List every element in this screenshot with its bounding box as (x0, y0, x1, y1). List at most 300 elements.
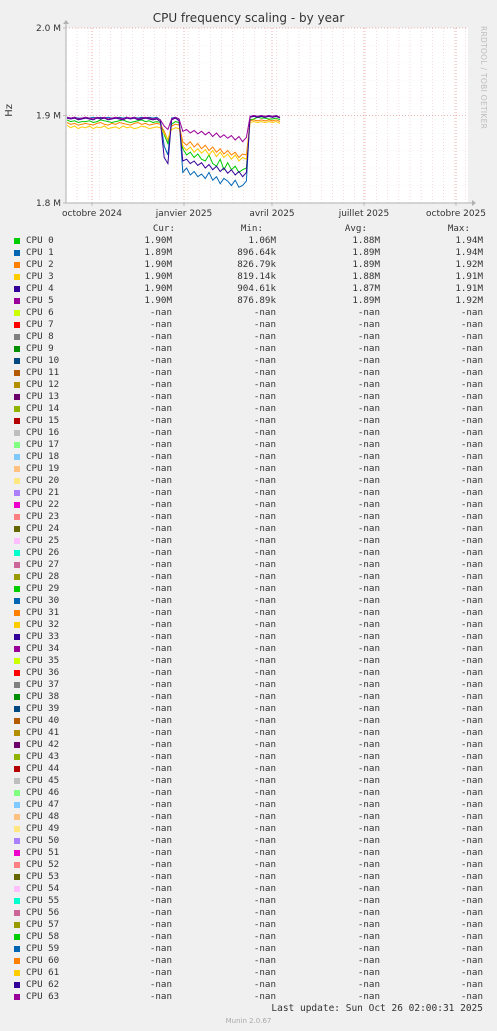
legend-cur: -nan (149, 559, 172, 570)
legend-avg: -nan (357, 763, 380, 774)
legend-min: 826.79k (237, 259, 276, 270)
legend-name: CPU 44 (26, 763, 60, 774)
legend-row (0, 415, 497, 427)
legend-avg: 1.89M (352, 247, 380, 258)
legend-cur: -nan (149, 547, 172, 558)
legend-row (0, 823, 497, 835)
legend-min: -nan (253, 439, 276, 450)
legend-swatch (14, 934, 20, 940)
legend-min: -nan (253, 487, 276, 498)
legend-min: -nan (253, 331, 276, 342)
legend-row (0, 571, 497, 583)
legend-avg: -nan (357, 379, 380, 390)
frequency-chart (0, 0, 497, 222)
legend-min: -nan (253, 859, 276, 870)
legend-cur: 1.90M (144, 235, 172, 246)
legend-row (0, 403, 497, 415)
legend-swatch (14, 334, 20, 340)
legend-row (0, 607, 497, 619)
legend-max: -nan (460, 739, 483, 750)
legend-swatch (14, 622, 20, 628)
legend-max: -nan (460, 547, 483, 558)
legend-avg: -nan (357, 343, 380, 354)
legend-min: -nan (253, 799, 276, 810)
legend-row (0, 931, 497, 943)
legend-max: -nan (460, 619, 483, 630)
legend-min: -nan (253, 967, 276, 978)
legend-name: CPU 43 (26, 751, 60, 762)
legend-max: -nan (460, 523, 483, 534)
legend-cur: -nan (149, 487, 172, 498)
legend-header-min: Min: (240, 223, 263, 234)
legend-name: CPU 47 (26, 799, 60, 810)
legend-avg: -nan (357, 691, 380, 702)
legend-max: -nan (460, 955, 483, 966)
y-axis-label: Hz (4, 104, 15, 117)
legend-swatch (14, 766, 20, 772)
legend-cur: -nan (149, 475, 172, 486)
legend-min: -nan (253, 679, 276, 690)
legend-max: 1.94M (455, 247, 483, 258)
legend-row (0, 871, 497, 883)
legend-row (0, 883, 497, 895)
legend-cur: -nan (149, 307, 172, 318)
x-axis-arrow (472, 200, 476, 206)
legend-min: -nan (253, 535, 276, 546)
x-tick-label: janvier 2025 (155, 209, 213, 219)
legend-max: -nan (460, 463, 483, 474)
legend-min: -nan (253, 751, 276, 762)
legend-avg: -nan (357, 931, 380, 942)
legend-avg: -nan (357, 895, 380, 906)
legend-avg: -nan (357, 715, 380, 726)
legend-name: CPU 57 (26, 919, 60, 930)
legend-swatch (14, 502, 20, 508)
legend-swatch (14, 574, 20, 580)
legend-cur: -nan (149, 451, 172, 462)
legend-row (0, 427, 497, 439)
legend-max: -nan (460, 895, 483, 906)
legend-avg: -nan (357, 403, 380, 414)
legend-avg: -nan (357, 823, 380, 834)
legend-max: -nan (460, 919, 483, 930)
legend-name: CPU 55 (26, 895, 60, 906)
legend-row (0, 691, 497, 703)
legend-swatch (14, 946, 20, 952)
legend-swatch (14, 754, 20, 760)
legend-name: CPU 0 (26, 235, 54, 246)
legend-swatch (14, 898, 20, 904)
legend-row (0, 307, 497, 319)
legend-min: -nan (253, 703, 276, 714)
legend-cur: -nan (149, 763, 172, 774)
legend-swatch (14, 490, 20, 496)
legend-row (0, 367, 497, 379)
legend-max: -nan (460, 967, 483, 978)
legend-max: -nan (460, 751, 483, 762)
legend-name: CPU 1 (26, 247, 54, 258)
legend-avg: -nan (357, 595, 380, 606)
legend-swatch (14, 994, 20, 1000)
legend-swatch (14, 958, 20, 964)
legend-cur: -nan (149, 511, 172, 522)
legend-cur: -nan (149, 667, 172, 678)
legend-max: -nan (460, 679, 483, 690)
legend-row (0, 679, 497, 691)
legend-name: CPU 63 (26, 991, 60, 1002)
legend-swatch (14, 634, 20, 640)
legend-min: -nan (253, 739, 276, 750)
legend-swatch (14, 970, 20, 976)
legend-min: -nan (253, 391, 276, 402)
legend-name: CPU 53 (26, 871, 60, 882)
legend-swatch (14, 526, 20, 532)
legend-name: CPU 56 (26, 907, 60, 918)
legend-swatch (14, 802, 20, 808)
legend-name: CPU 29 (26, 583, 60, 594)
legend-cur: -nan (149, 883, 172, 894)
legend-cur: -nan (149, 463, 172, 474)
legend-min: -nan (253, 355, 276, 366)
legend-max: -nan (460, 631, 483, 642)
legend-swatch (14, 550, 20, 556)
legend-name: CPU 27 (26, 559, 60, 570)
legend-row (0, 907, 497, 919)
legend-max: -nan (460, 691, 483, 702)
legend-name: CPU 14 (26, 403, 60, 414)
legend-swatch (14, 310, 20, 316)
legend-swatch (14, 562, 20, 568)
legend-row (0, 775, 497, 787)
legend-max: -nan (460, 979, 483, 990)
legend-swatch (14, 838, 20, 844)
legend-row (0, 283, 497, 295)
legend-max: -nan (460, 823, 483, 834)
legend-min: -nan (253, 499, 276, 510)
legend-name: CPU 20 (26, 475, 60, 486)
legend-name: CPU 11 (26, 367, 60, 378)
legend-name: CPU 42 (26, 739, 60, 750)
legend-name: CPU 12 (26, 379, 60, 390)
legend-name: CPU 7 (26, 319, 54, 330)
legend-swatch (14, 442, 20, 448)
legend-min: -nan (253, 775, 276, 786)
legend-row (0, 463, 497, 475)
legend-row (0, 967, 497, 979)
legend-cur: -nan (149, 607, 172, 618)
legend-swatch (14, 874, 20, 880)
legend-row (0, 331, 497, 343)
legend-cur: -nan (149, 439, 172, 450)
legend-cur: -nan (149, 643, 172, 654)
legend-cur: 1.89M (144, 247, 172, 258)
legend-row (0, 991, 497, 1003)
legend-name: CPU 58 (26, 931, 60, 942)
legend-swatch (14, 730, 20, 736)
legend-avg: -nan (357, 355, 380, 366)
legend-avg: -nan (357, 391, 380, 402)
legend-min: -nan (253, 571, 276, 582)
legend-min: -nan (253, 823, 276, 834)
legend-max: -nan (460, 991, 483, 1002)
legend-swatch (14, 394, 20, 400)
legend-cur: 1.90M (144, 259, 172, 270)
legend-swatch (14, 922, 20, 928)
legend-row (0, 559, 497, 571)
legend-name: CPU 3 (26, 271, 54, 282)
legend-row (0, 919, 497, 931)
legend-min: -nan (253, 667, 276, 678)
legend-avg: -nan (357, 451, 380, 462)
legend-min: -nan (253, 511, 276, 522)
legend-cur: -nan (149, 655, 172, 666)
legend-min: 819.14k (237, 271, 276, 282)
legend-row (0, 655, 497, 667)
legend-swatch (14, 670, 20, 676)
legend-row (0, 547, 497, 559)
legend-max: -nan (460, 667, 483, 678)
legend-row (0, 439, 497, 451)
legend-header-cur: Cur: (152, 223, 175, 234)
legend-max: 1.91M (455, 271, 483, 282)
legend-min: -nan (253, 415, 276, 426)
legend-row (0, 895, 497, 907)
legend-cur: -nan (149, 775, 172, 786)
legend-cur: -nan (149, 499, 172, 510)
legend-cur: -nan (149, 391, 172, 402)
legend-min: -nan (253, 787, 276, 798)
legend-min: -nan (253, 523, 276, 534)
legend-swatch (14, 250, 20, 256)
legend-avg: -nan (357, 679, 380, 690)
legend-min: -nan (253, 475, 276, 486)
legend-cur: -nan (149, 595, 172, 606)
legend-row (0, 835, 497, 847)
legend-avg: -nan (357, 835, 380, 846)
legend-avg: -nan (357, 667, 380, 678)
legend-row (0, 727, 497, 739)
legend-name: CPU 46 (26, 787, 60, 798)
legend-swatch (14, 322, 20, 328)
legend-min: -nan (253, 463, 276, 474)
legend-max: -nan (460, 835, 483, 846)
legend-avg: -nan (357, 547, 380, 558)
legend-name: CPU 4 (26, 283, 54, 294)
legend-avg: -nan (357, 643, 380, 654)
legend-name: CPU 26 (26, 547, 60, 558)
legend-swatch (14, 850, 20, 856)
legend-row (0, 619, 497, 631)
legend-avg: -nan (357, 811, 380, 822)
legend-min: 876.89k (237, 295, 276, 306)
legend-swatch (14, 478, 20, 484)
legend-avg: -nan (357, 727, 380, 738)
legend-cur: -nan (149, 691, 172, 702)
legend-cur: -nan (149, 739, 172, 750)
legend-avg: -nan (357, 463, 380, 474)
legend-min: -nan (253, 583, 276, 594)
legend-avg: 1.88M (352, 235, 380, 246)
legend-avg: -nan (357, 631, 380, 642)
legend-avg: 1.88M (352, 271, 380, 282)
legend-swatch (14, 406, 20, 412)
legend-cur: -nan (149, 943, 172, 954)
legend-min: -nan (253, 715, 276, 726)
legend-cur: -nan (149, 919, 172, 930)
legend-min: 896.64k (237, 247, 276, 258)
legend-row (0, 355, 497, 367)
legend-avg: -nan (357, 535, 380, 546)
legend-row (0, 643, 497, 655)
legend-avg: -nan (357, 499, 380, 510)
legend-name: CPU 16 (26, 427, 60, 438)
legend-min: -nan (253, 919, 276, 930)
legend-avg: -nan (357, 979, 380, 990)
legend-avg: -nan (357, 883, 380, 894)
legend-row (0, 487, 497, 499)
legend-row (0, 799, 497, 811)
legend-cur: -nan (149, 727, 172, 738)
legend-swatch (14, 454, 20, 460)
legend-row (0, 523, 497, 535)
legend-row (0, 811, 497, 823)
legend-swatch (14, 262, 20, 268)
legend-min: -nan (253, 883, 276, 894)
legend-header-max: Max: (447, 223, 470, 234)
legend-avg: -nan (357, 775, 380, 786)
legend-cur: -nan (149, 631, 172, 642)
legend-swatch (14, 790, 20, 796)
legend-name: CPU 40 (26, 715, 60, 726)
legend-name: CPU 13 (26, 391, 60, 402)
legend-cur: -nan (149, 535, 172, 546)
legend-avg: -nan (357, 619, 380, 630)
legend-max: -nan (460, 595, 483, 606)
legend-min: -nan (253, 991, 276, 1002)
legend-name: CPU 41 (26, 727, 60, 738)
legend-row (0, 511, 497, 523)
legend-min: -nan (253, 343, 276, 354)
legend-swatch (14, 706, 20, 712)
legend-cur: -nan (149, 811, 172, 822)
legend-cur: -nan (149, 583, 172, 594)
legend-min: -nan (253, 379, 276, 390)
legend-max: -nan (460, 583, 483, 594)
y-tick-label: 2.0 M (36, 24, 61, 34)
legend-max: -nan (460, 355, 483, 366)
legend-name: CPU 52 (26, 859, 60, 870)
legend-min: -nan (253, 655, 276, 666)
legend-swatch (14, 466, 20, 472)
legend-row (0, 319, 497, 331)
legend-swatch (14, 718, 20, 724)
legend-avg: -nan (357, 967, 380, 978)
legend-cur: -nan (149, 847, 172, 858)
legend-avg: -nan (357, 331, 380, 342)
legend-swatch (14, 514, 20, 520)
legend-avg: -nan (357, 655, 380, 666)
legend-avg: -nan (357, 307, 380, 318)
legend-min: -nan (253, 559, 276, 570)
legend-max: -nan (460, 403, 483, 414)
legend-cur: -nan (149, 571, 172, 582)
legend-name: CPU 38 (26, 691, 60, 702)
legend-row (0, 295, 497, 307)
legend-max: 1.92M (455, 295, 483, 306)
legend-max: -nan (460, 655, 483, 666)
legend-cur: -nan (149, 895, 172, 906)
legend-avg: 1.89M (352, 295, 380, 306)
legend-swatch (14, 610, 20, 616)
legend-min: -nan (253, 619, 276, 630)
legend-cur: 1.90M (144, 295, 172, 306)
legend-name: CPU 21 (26, 487, 60, 498)
legend-avg: -nan (357, 475, 380, 486)
legend-row (0, 475, 497, 487)
x-tick-label: octobre 2024 (61, 209, 123, 219)
legend-swatch (14, 910, 20, 916)
legend-min: -nan (253, 367, 276, 378)
legend-cur: -nan (149, 367, 172, 378)
legend-name: CPU 18 (26, 451, 60, 462)
legend-name: CPU 36 (26, 667, 60, 678)
legend-min: -nan (253, 607, 276, 618)
legend-cur: -nan (149, 907, 172, 918)
legend-swatch (14, 274, 20, 280)
legend-row (0, 595, 497, 607)
legend-cur: -nan (149, 403, 172, 414)
legend-max: -nan (460, 883, 483, 894)
legend-swatch (14, 418, 20, 424)
legend-min: -nan (253, 547, 276, 558)
legend-name: CPU 50 (26, 835, 60, 846)
legend-max: -nan (460, 511, 483, 522)
legend-avg: -nan (357, 487, 380, 498)
legend-cur: -nan (149, 379, 172, 390)
legend-name: CPU 35 (26, 655, 60, 666)
legend-name: CPU 23 (26, 511, 60, 522)
legend-swatch (14, 682, 20, 688)
legend-cur: -nan (149, 835, 172, 846)
legend-avg: -nan (357, 943, 380, 954)
legend-min: -nan (253, 835, 276, 846)
y-tick-label: 1.9 M (36, 111, 61, 122)
legend-swatch (14, 430, 20, 436)
legend-max: -nan (460, 307, 483, 318)
legend-avg: -nan (357, 955, 380, 966)
legend-row (0, 859, 497, 871)
legend-swatch (14, 586, 20, 592)
legend-max: -nan (460, 415, 483, 426)
legend-avg: -nan (357, 439, 380, 450)
x-tick-label: juillet 2025 (338, 209, 390, 219)
legend-max: 1.94M (455, 235, 483, 246)
legend-cur: -nan (149, 751, 172, 762)
legend-min: -nan (253, 811, 276, 822)
legend-max: -nan (460, 379, 483, 390)
legend-row (0, 787, 497, 799)
legend-swatch (14, 358, 20, 364)
legend-min: -nan (253, 403, 276, 414)
legend-max: -nan (460, 907, 483, 918)
legend-cur: -nan (149, 427, 172, 438)
legend-avg: -nan (357, 415, 380, 426)
legend-max: -nan (460, 871, 483, 882)
legend-row (0, 271, 497, 283)
legend-swatch (14, 826, 20, 832)
legend-avg: -nan (357, 583, 380, 594)
legend-min: -nan (253, 691, 276, 702)
